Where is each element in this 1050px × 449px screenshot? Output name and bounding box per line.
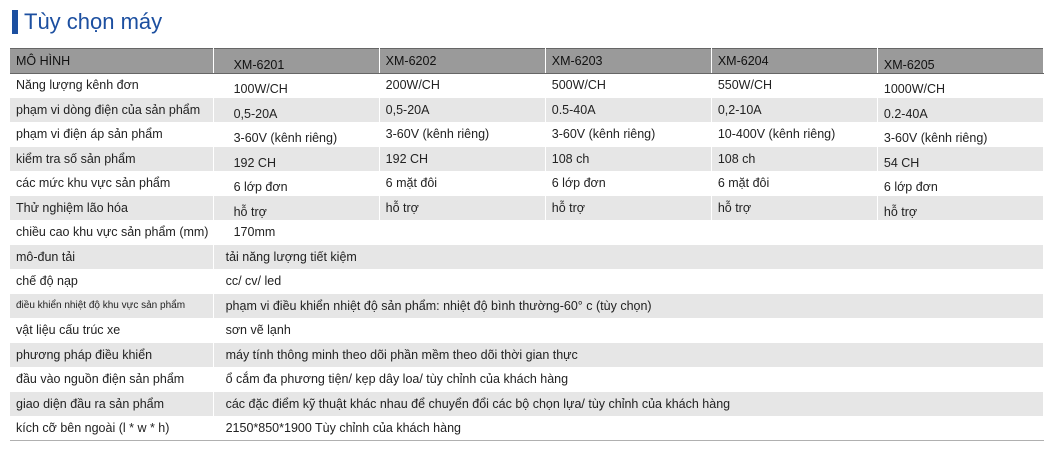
table-header-row [10, 49, 1044, 74]
cell: 108 ch [545, 147, 711, 172]
row-label: giao diện đầu ra sản phẩm [10, 392, 213, 417]
cell [379, 220, 545, 245]
cell: 192 CH [379, 147, 545, 172]
table-row [10, 122, 1044, 147]
row-label: chế độ nạp [10, 269, 213, 294]
cell: 2150*850*1900 Tùy chỉnh của khách hàng [213, 416, 1043, 441]
table-row [10, 343, 1044, 368]
row-label: phạm vi dòng điện của sản phẩm [10, 98, 213, 123]
cell: 192 CH [213, 147, 379, 172]
row-label: phương pháp điều khiển [10, 343, 213, 368]
row-label: vật liệu cấu trúc xe [10, 318, 213, 343]
cell [711, 220, 877, 245]
row-label: Năng lượng kênh đơn [10, 73, 213, 98]
cell: máy tính thông minh theo dõi phần mềm theo dõi thời gian thực [213, 343, 1043, 368]
cell: 6 lớp đơn [213, 171, 379, 196]
row-label: đầu vào nguồn điện sản phẩm [10, 367, 213, 392]
page-title: Tùy chọn máy [24, 9, 163, 34]
table-row [10, 171, 1044, 196]
cell: cc/ cv/ led [213, 269, 1043, 294]
table-row [10, 294, 1044, 319]
row-label: mô-đun tải [10, 245, 213, 270]
cell: 6 mặt đôi [379, 171, 545, 196]
cell: 100W/CH [213, 73, 379, 98]
title-accent-bar [12, 10, 18, 34]
cell: hỗ trợ [711, 196, 877, 221]
cell: 0,2-10A [711, 98, 877, 123]
table-row [10, 416, 1044, 441]
cell: 3-60V (kênh riêng) [877, 122, 1043, 147]
table-row [10, 220, 1044, 245]
cell: 10-400V (kênh riêng) [711, 122, 877, 147]
cell: 0,5-20A [379, 98, 545, 123]
cell: 0.5-40A [545, 98, 711, 123]
cell: 170mm [213, 220, 379, 245]
cell: hỗ trợ [213, 196, 379, 221]
cell: hỗ trợ [545, 196, 711, 221]
cell: 0.2-40A [877, 98, 1043, 123]
cell: phạm vi điều khiển nhiệt độ sản phẩm: nhiệt độ bình thường-60° c (tùy chọn) [213, 294, 1043, 319]
cell: các đặc điểm kỹ thuật khác nhau để chuyển đổi các bộ chọn lựa/ tùy chỉnh của khách hàng [213, 392, 1043, 417]
row-label: các mức khu vực sản phẩm [10, 171, 213, 196]
row-label: Thử nghiệm lão hóa [10, 196, 213, 221]
header-model: XM-6205 [877, 49, 1043, 74]
cell: 6 lớp đơn [545, 171, 711, 196]
cell: 0,5-20A [213, 98, 379, 123]
header-model: XM-6202 [379, 49, 545, 74]
row-label: phạm vi điện áp sản phẩm [10, 122, 213, 147]
cell: hỗ trợ [379, 196, 545, 221]
cell: 6 lớp đơn [877, 171, 1043, 196]
header-model: XM-6203 [545, 49, 711, 74]
cell: 200W/CH [379, 73, 545, 98]
section-header [12, 8, 162, 36]
table-row [10, 318, 1044, 343]
header-model: XM-6204 [711, 49, 877, 74]
cell: 3-60V (kênh riêng) [545, 122, 711, 147]
cell: tải năng lượng tiết kiệm [213, 245, 1043, 270]
row-label: chiều cao khu vực sản phẩm (mm) [10, 220, 213, 245]
cell: hỗ trợ [877, 196, 1043, 221]
cell [545, 220, 711, 245]
table-row [10, 147, 1044, 172]
row-label: điều khiển nhiệt độ khu vực sản phẩm [10, 294, 213, 319]
cell: 108 ch [711, 147, 877, 172]
header-model: XM-6201 [213, 49, 379, 74]
row-label: kiểm tra số sản phẩm [10, 147, 213, 172]
table-row [10, 196, 1044, 221]
cell [877, 220, 1043, 245]
cell: 3-60V (kênh riêng) [213, 122, 379, 147]
table-row [10, 98, 1044, 123]
spec-table [10, 48, 1044, 441]
cell: 550W/CH [711, 73, 877, 98]
cell: 6 mặt đôi [711, 171, 877, 196]
cell: 3-60V (kênh riêng) [379, 122, 545, 147]
table-row [10, 269, 1044, 294]
cell: ổ cắm đa phương tiện/ kẹp dây loa/ tùy chỉnh của khách hàng [213, 367, 1043, 392]
cell: 1000W/CH [877, 73, 1043, 98]
header-label: MÔ HÌNH [10, 49, 213, 74]
cell: 500W/CH [545, 73, 711, 98]
table-row [10, 367, 1044, 392]
cell: sơn vẽ lạnh [213, 318, 1043, 343]
table-row [10, 392, 1044, 417]
table-row [10, 73, 1044, 98]
cell: 54 CH [877, 147, 1043, 172]
table-row [10, 245, 1044, 270]
row-label: kích cỡ bên ngoài (l * w * h) [10, 416, 213, 441]
